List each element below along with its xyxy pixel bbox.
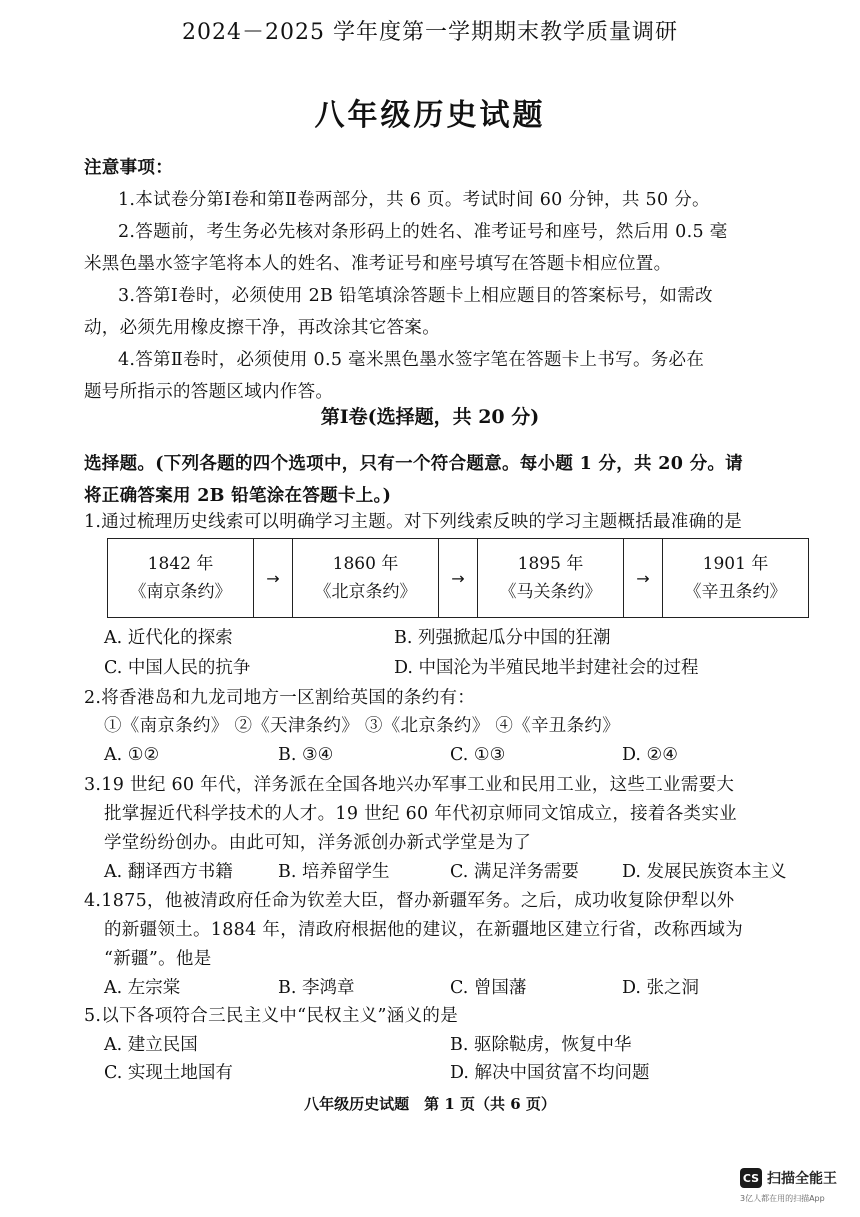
note-3-line-2: 动，必须先用橡皮擦干净，再改涂其它答案。 [84,318,440,338]
q3-option-a: A. 翻译西方书籍 [104,862,233,882]
q3-stem-line-3: 学堂纷纷创办。由此可知，洋务派创办新式学堂是为了 [104,833,532,853]
note-1: 1.本试卷分第Ⅰ卷和第Ⅱ卷两部分，共 6 页。考试时间 60 分钟，共 50 分。 [118,190,710,210]
camscanner-icon: CS [740,1168,762,1188]
q5-option-a: A. 建立民国 [104,1035,198,1055]
q1-option-c: C. 中国人民的抗争 [104,658,251,678]
note-2-line-1: 2.答题前，考生务必先核对条形码上的姓名、准考证号和座号，然后用 0.5 毫 [118,222,728,242]
timeline-treaty: 《北京条约》 [314,582,417,602]
q2-option-b: B. ③④ [278,745,334,765]
q1-option-b: B. 列强掀起瓜分中国的狂潮 [394,628,611,648]
q4-stem-line-3: “新疆”。他是 [104,949,212,969]
timeline-item [293,539,438,617]
section-instruction-line-1: 选择题。(下列各题的四个选项中，只有一个符合题意。每小题 1 分，共 20 分。请 [84,454,743,474]
timeline-treaty: 《马关条约》 [499,582,602,602]
q2-items: ①《南京条约》 ②《天津条约》 ③《北京条约》 ④《辛丑条约》 [104,716,620,736]
timeline-treaty: 《南京条约》 [129,582,232,602]
q1-option-a: A. 近代化的探索 [104,628,233,648]
section-title: 第Ⅰ卷(选择题，共 20 分) [320,406,540,428]
watermark-name: 扫描全能王 [767,1171,837,1187]
q5-option-b: B. 驱除鞑虏，恢复中华 [450,1035,632,1055]
watermark-tagline: 3亿人都在用的扫描App [740,1194,825,1203]
exam-subject: 八年级历史试题 [314,98,546,133]
q3-option-d: D. 发展民族资本主义 [622,862,787,882]
timeline-year: 1895 年 [517,554,584,574]
q1-timeline [107,538,809,618]
q5-stem: 5.以下各项符合三民主义中“民权主义”涵义的是 [84,1006,458,1026]
timeline-year: 1901 年 [702,554,769,574]
page-footer: 八年级历史试题 第 1 页（共 6 页） [304,1095,556,1113]
q2-option-d: D. ②④ [622,745,678,765]
q5-option-d: D. 解决中国贫富不均问题 [450,1063,650,1083]
timeline-item [108,539,253,617]
q4-stem-line-2: 的新疆领土。1884 年，清政府根据他的建议，在新疆地区建立行省，改称西域为 [104,920,743,940]
q3-stem-line-1: 3.19 世纪 60 年代，洋务派在全国各地兴办军事工业和民用工业，这些工业需要大 [84,775,735,795]
q4-stem-line-1: 4.1875，他被清政府任命为钦差大臣，督办新疆军务。之后，成功收复除伊犁以外 [84,891,735,911]
q3-option-c: C. 满足洋务需要 [450,862,579,882]
q1-stem: 1.通过梳理历史线索可以明确学习主题。对下列线索反映的学习主题概括最准确的是 [84,512,743,532]
note-2-line-2: 米黑色墨水签字笔将本人的姓名、准考证号和座号填写在答题卡相应位置。 [84,254,672,274]
q2-stem: 2.将香港岛和九龙司地方一区割给英国的条约有： [84,688,476,708]
scanner-watermark [740,1168,837,1188]
q4-option-a: A. 左宗棠 [104,978,181,998]
q5-option-c: C. 实现土地国有 [104,1063,233,1083]
section-instruction-line-2: 将正确答案用 2B 铅笔涂在答题卡上。) [84,486,392,506]
note-4-line-2: 题号所指示的答题区域内作答。 [84,382,334,402]
q4-option-b: B. 李鸿章 [278,978,355,998]
q2-option-c: C. ①③ [450,745,506,765]
q1-option-d: D. 中国沦为半殖民地半封建社会的过程 [394,658,699,678]
timeline-arrow: → [623,539,663,617]
notes-heading: 注意事项： [84,158,173,178]
timeline-arrow: → [253,539,293,617]
q3-option-b: B. 培养留学生 [278,862,390,882]
timeline-arrow: → [438,539,478,617]
q3-stem-line-2: 批掌握近代科学技术的人才。19 世纪 60 年代初京师同文馆成立，接着各类实业 [104,804,737,824]
q2-option-a: A. ①② [104,745,160,765]
timeline-year: 1842 年 [147,554,214,574]
note-4-line-1: 4.答第Ⅱ卷时，必须使用 0.5 毫米黑色墨水签字笔在答题卡上书写。务必在 [118,350,705,370]
exam-title: 2024－2025 学年度第一学期期末教学质量调研 [182,20,678,45]
timeline-item [663,539,808,617]
note-3-line-1: 3.答第Ⅰ卷时，必须使用 2B 铅笔填涂答题卡上相应题目的答案标号，如需改 [118,286,713,306]
timeline-year: 1860 年 [332,554,399,574]
q4-option-c: C. 曾国藩 [450,978,527,998]
timeline-treaty: 《辛丑条约》 [684,582,787,602]
timeline-item [478,539,623,617]
q4-option-d: D. 张之洞 [622,978,700,998]
